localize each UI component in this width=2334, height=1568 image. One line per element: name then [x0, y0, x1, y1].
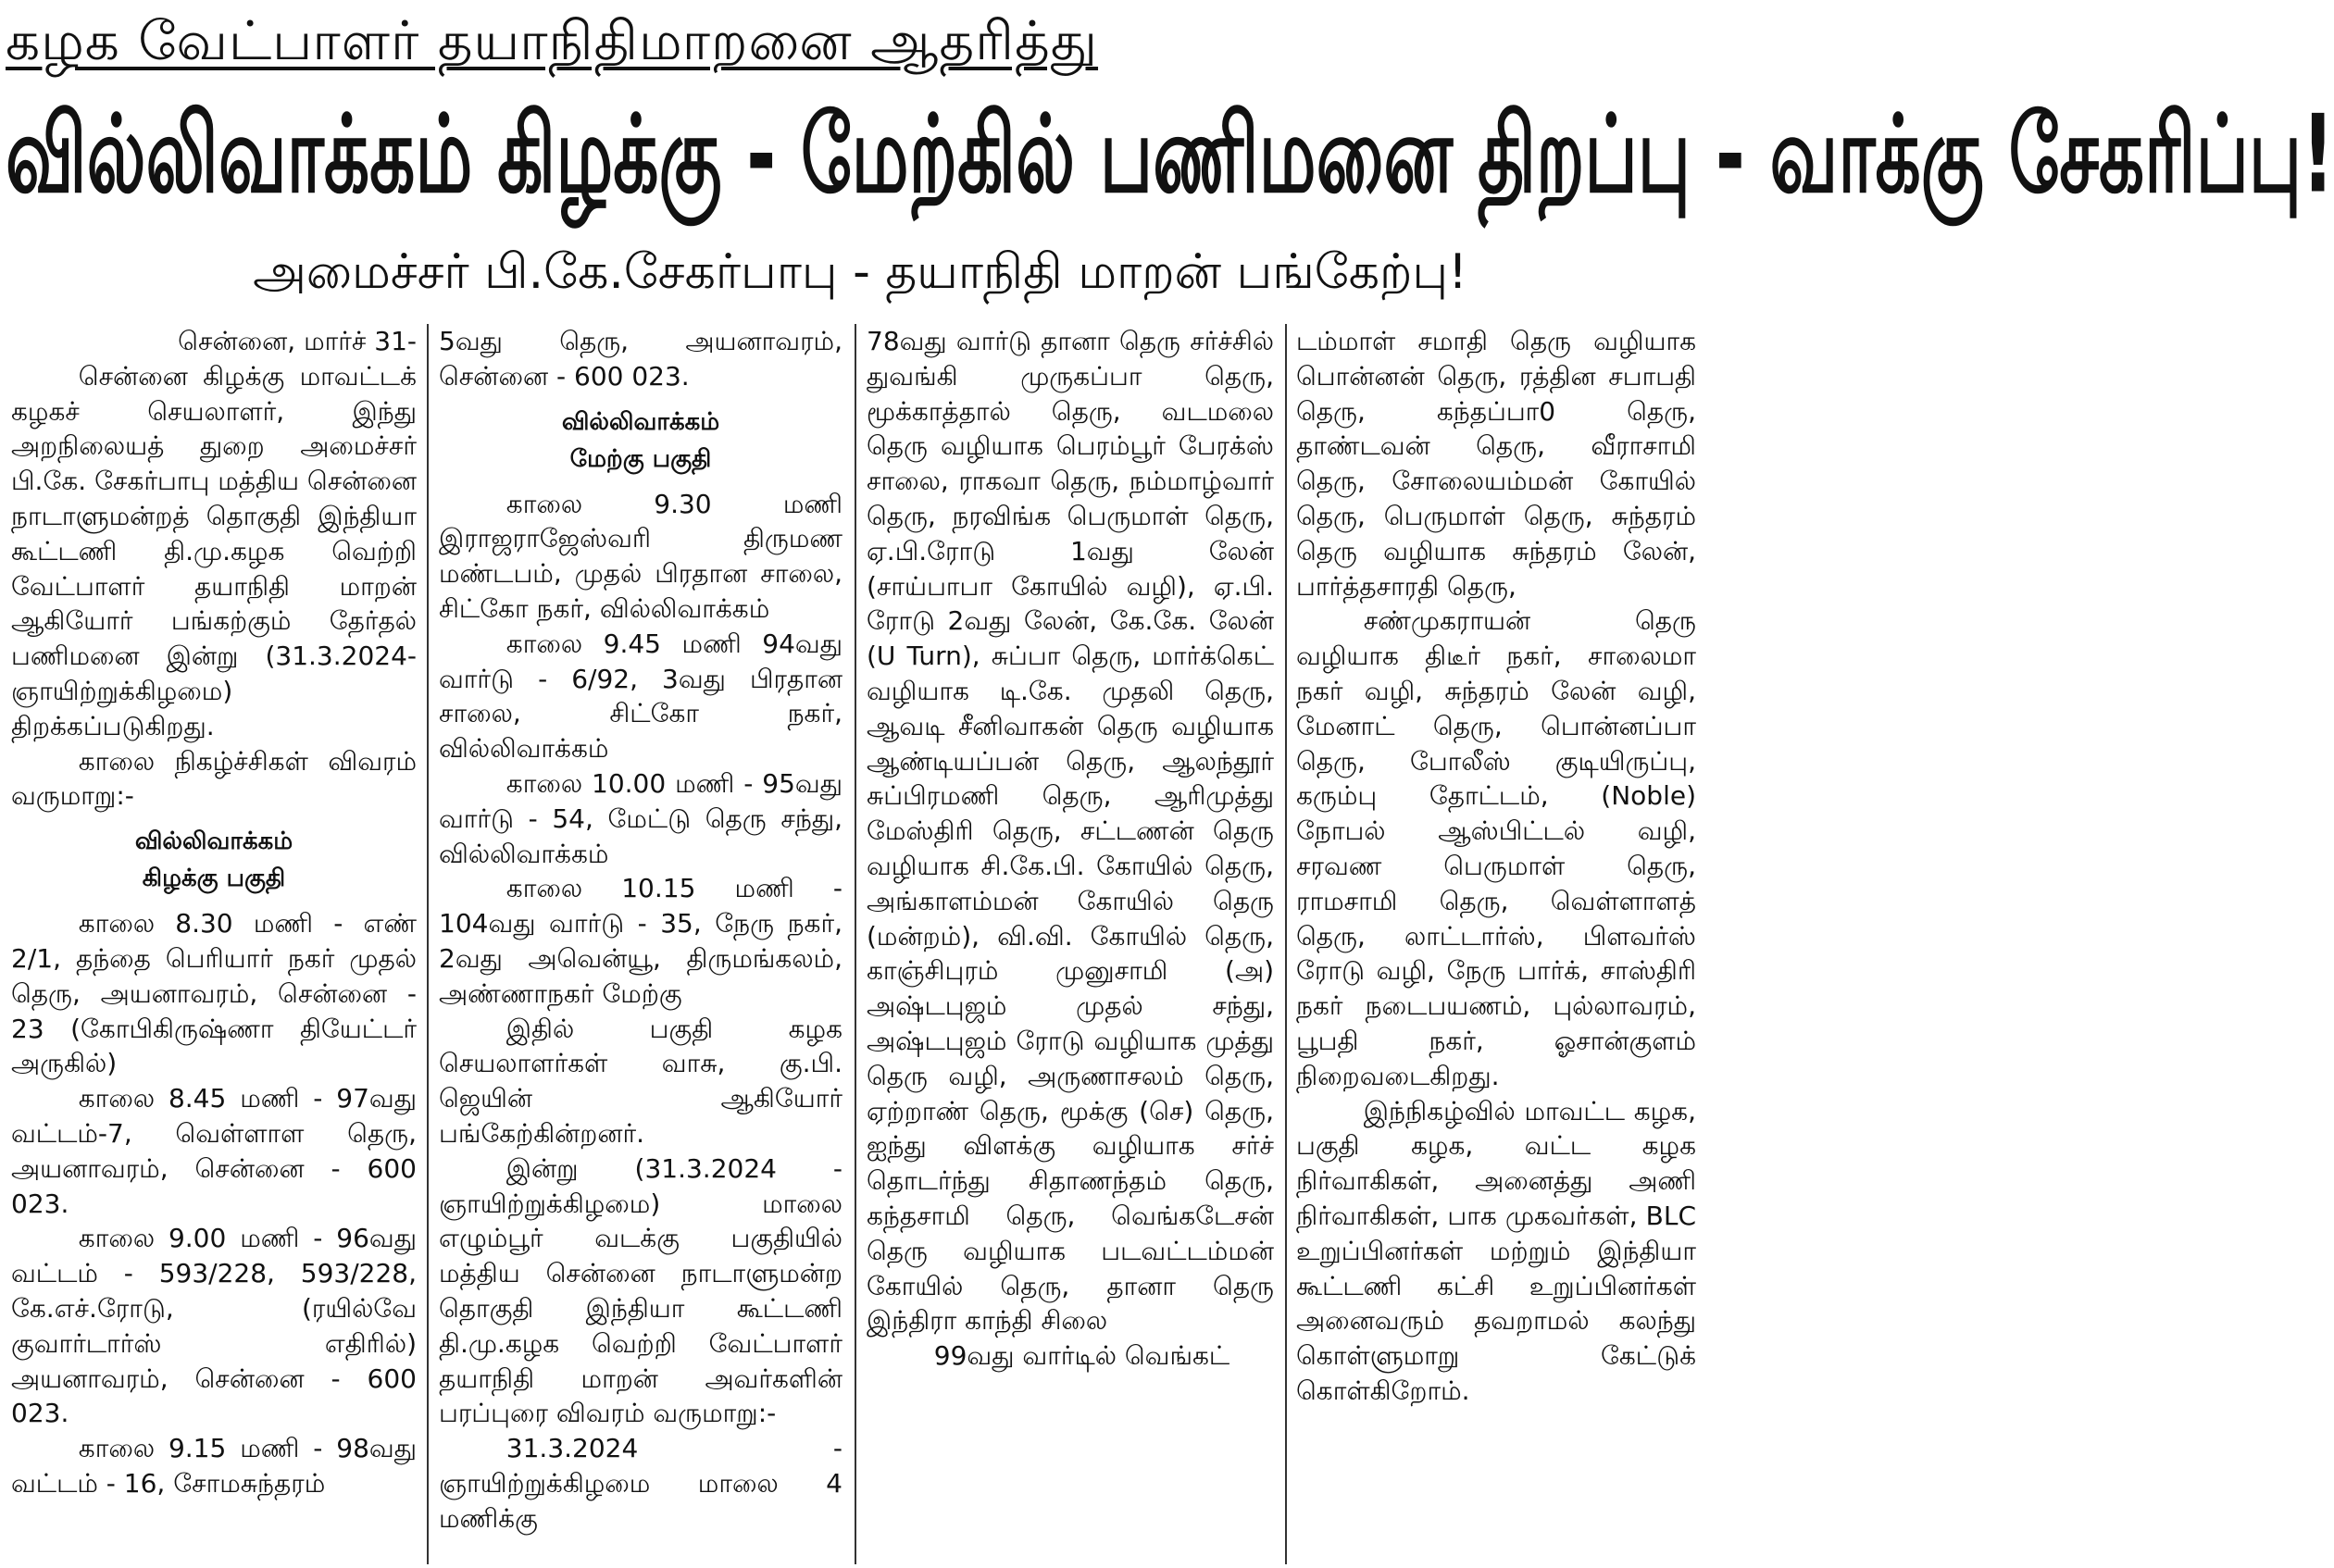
- paragraph: காலை 9.45 மணி 94வது வார்டு - 6/92, 3வது பிரதான சாலை, சிட்கோ நகர், வில்லிவாக்கம்: [439, 628, 842, 765]
- article-column-1: [11, 324, 417, 1561]
- article-column-4: [1296, 324, 1696, 1561]
- paragraph: சண்முகராயன் தெரு வழியாக திடீர் நகர், சாலைமா நகர் வழி, சுந்தரம் லேன் வழி, மேனாட் தெரு, பொன்னப்பா தெரு, போலீஸ் குடியிருப்பு, கரும்பு தோட்டம், (Noble) நோபல் ஆஸ்பிட்டல் வழி, சரவண பெருமாள் தெரு, ராமசாமி தெரு, வெள்ளாளத் தெரு, லாட்டார்ஸ், பிளவர்ஸ் ரோடு வழி, நேரு பார்க், சாஸ்திரி நகர் நடைபயணம், புல்லாவரம், பூபதி நகர், ஓசான்குளம் நிறைவடைகிறது.: [1296, 605, 1696, 1091]
- paragraph: காலை 9.30 மணி இராஜராஜேஸ்வரி திருமண மண்டபம், முதல் பிரதான சாலை, சிட்கோ நகர், வில்லிவாக்கம்: [439, 488, 842, 624]
- paragraph: இந்நிகழ்வில் மாவட்ட கழக, பகுதி கழக, வட்ட கழக நிர்வாகிகள், அனைத்து அணி நிர்வாகிகள், பாக முகவர்கள், BLC உறுப்பினர்கள் மற்றும் இந்தியா கூட்டணி கட்சி உறுப்பினர்கள் அனைவரும் தவறாமல் கலந்து கொள்ளுமாறு கேட்டுக் கொள்கிறோம்.: [1296, 1095, 1696, 1406]
- paragraph: 31.3.2024 - ஞாயிற்றுக்கிழமை மாலை 4 மணிக்கு: [439, 1433, 842, 1534]
- paragraph: இன்று (31.3.2024 - ஞாயிற்றுக்கிழமை) மாலை எழும்பூர் வடக்கு பகுதியில் மத்திய சென்னை நாடாளுமன்ற தொகுதி இந்தியா கூட்டணி தி.மு.கழக வெற்றி வேட்பாளர் தயாநிதி மாறன் அவர்களின் பரப்புரை விவரம் வருமாறு:-: [439, 1152, 842, 1429]
- subheadline: அமைச்சர் பி.கே.சேகர்பாபு - தயாநிதி மாறன் பங்கேற்பு!: [253, 244, 1467, 300]
- column-divider: [427, 324, 429, 1564]
- paragraph: காலை 9.00 மணி - 96வது வட்டம் - 593/228, 593/228, கே.எச்.ரோடு, (ரயில்வே குவார்டார்ஸ் எதிரில்) அயனாவரம், சென்னை - 600 023.: [11, 1223, 417, 1429]
- article-column-2: [439, 324, 842, 1561]
- column-divider: [1285, 324, 1287, 1564]
- main-headline: வில்லிவாக்கம் கிழக்கு - மேற்கில் பணிமனை திறப்பு - வாக்கு சேகரிப்பு!: [6, 93, 2334, 218]
- paragraph: 78வது வார்டு தானா தெரு சர்ச்சில் துவங்கி முருகப்பா தெரு, மூக்காத்தால் தெரு, வடமலை தெரு வழியாக பெரம்பூர் பேரக்ஸ் சாலை, ராகவா தெரு, நம்மாழ்வார் தெரு, நரவிங்க பெருமாள் தெரு, ஏ.பி.ரோடு 1வது லேன் (சாய்பாபா கோயில் வழி), ஏ.பி. ரோடு 2வது லேன், கே.கே. லேன் (U Turn), சுப்பா தெரு, மார்க்கெட் வழியாக டி.கே. முதலி தெரு, ஆவடி சீனிவாகன் தெரு வழியாக ஆண்டியப்பன் தெரு, ஆலந்தூர் சுப்பிரமணி தெரு, ஆரிமுத்து மேஸ்திரி தெரு, சட்டணன் தெரு வழியாக சி.கே.பி. கோயில் தெரு, அங்காளம்மன் கோயில் தெரு (மன்றம்), வி.வி. கோயில் தெரு, காஞ்சிபுரம் முனுசாமி (அ) அஷ்டபுஜம் முதல் சந்து, அஷ்டபுஜம் ரோடு வழியாக முத்து தெரு வழி, அருணாசலம் தெரு, ஏற்றாண் தெரு, மூக்கு (செ) தெரு, ஐந்து விளக்கு வழியாக சர்ச் தொடர்ந்து சிதாணந்தம் தெரு, கந்தசாமி தெரு, வெங்கடேசன் தெரு வழியாக படவட்டம்மன் கோயில் தெரு, தானா தெரு இந்திரா காந்தி சிலை: [867, 326, 1274, 1337]
- paragraph: டம்மாள் சமாதி தெரு வழியாக பொன்னன் தெரு, ரத்தின சபாபதி தெரு, கந்தப்பா0 தெரு, தாண்டவன் தெரு, வீராசாமி தெரு, சோலையம்மன் கோயில் தெரு, பெருமாள் தெரு, சுந்தரம் தெரு வழியாக சுந்தரம் லேன், பார்த்தசாரதி தெரு,: [1296, 326, 1696, 602]
- paragraph: காலை 8.45 மணி - 97வது வட்டம்-7, வெள்ளாள தெரு, அயனாவரம், சென்னை - 600 023.: [11, 1083, 417, 1219]
- paragraph: இதில் பகுதி கழக செயலாளர்கள் வாசு, கு.பி. ஜெயின் ஆகியோர் பங்கேற்கின்றனர்.: [439, 1013, 842, 1149]
- dateline: சென்னை, மார்ச் 31-: [178, 326, 417, 356]
- paragraph: காலை 9.15 மணி - 98வது வட்டம் - 16, சோமசுந்தரம்: [11, 1433, 417, 1499]
- subheading-line: வில்லிவாக்கம்: [561, 407, 720, 436]
- paragraph: 99வது வார்டில் வெங்கட்: [933, 1340, 1230, 1372]
- paragraph: சென்னை கிழக்கு மாவட்டக் கழகச் செயலாளர், இந்து அறநிலையத் துறை அமைச்சர் பி.கே. சேகர்பாபு மத்திய சென்னை நாடாளுமன்றத் தொகுதி இந்தியா கூட்டணி தி.மு.கழக வெற்றி வேட்பாளர் தயாநிதி மாறன் ஆகியோர் பங்கற்கும் தேர்தல் பணிமனை இன்று (31.3.2024-ஞாயிற்றுக்கிழமை) திறக்கப்படுகிறது.: [11, 360, 417, 741]
- subheading-line: கிழக்கு பகுதி: [142, 865, 286, 893]
- paragraph: காலை நிகழ்ச்சிகள் விவரம் வருமாறு:-: [11, 745, 417, 812]
- kicker-headline: கழக வேட்பாளர் தயாநிதிமாறனை ஆதரித்து: [6, 9, 1099, 72]
- subheading-line: மேற்கு பகுதி: [569, 444, 712, 473]
- paragraph: காலை 10.00 மணி - 95வது வார்டு - 54, மேட்டு தெரு சந்து, வில்லிவாக்கம்: [439, 767, 842, 869]
- paragraph: 5வது தெரு, அயனாவரம், சென்னை - 600 023.: [439, 326, 842, 392]
- paragraph: காலை 8.30 மணி - எண் 2/1, தந்தை பெரியார் நகர் முதல் தெரு, அயனாவரம், சென்னை - 23 (கோபிகிருஷ்ணா தியேட்டர் அருகில்): [11, 908, 417, 1079]
- section-subheading: [11, 823, 417, 897]
- paragraph: காலை 10.15 மணி - 104வது வார்டு - 35, நேரு நகர், 2வது அவென்யூ, திருமங்கலம், அண்ணாநகர் மேற்கு: [439, 873, 842, 1009]
- article-column-3: [867, 324, 1274, 1561]
- section-subheading: [439, 404, 842, 478]
- column-divider: [855, 324, 856, 1564]
- subheading-line: வில்லிவாக்கம்: [134, 828, 293, 856]
